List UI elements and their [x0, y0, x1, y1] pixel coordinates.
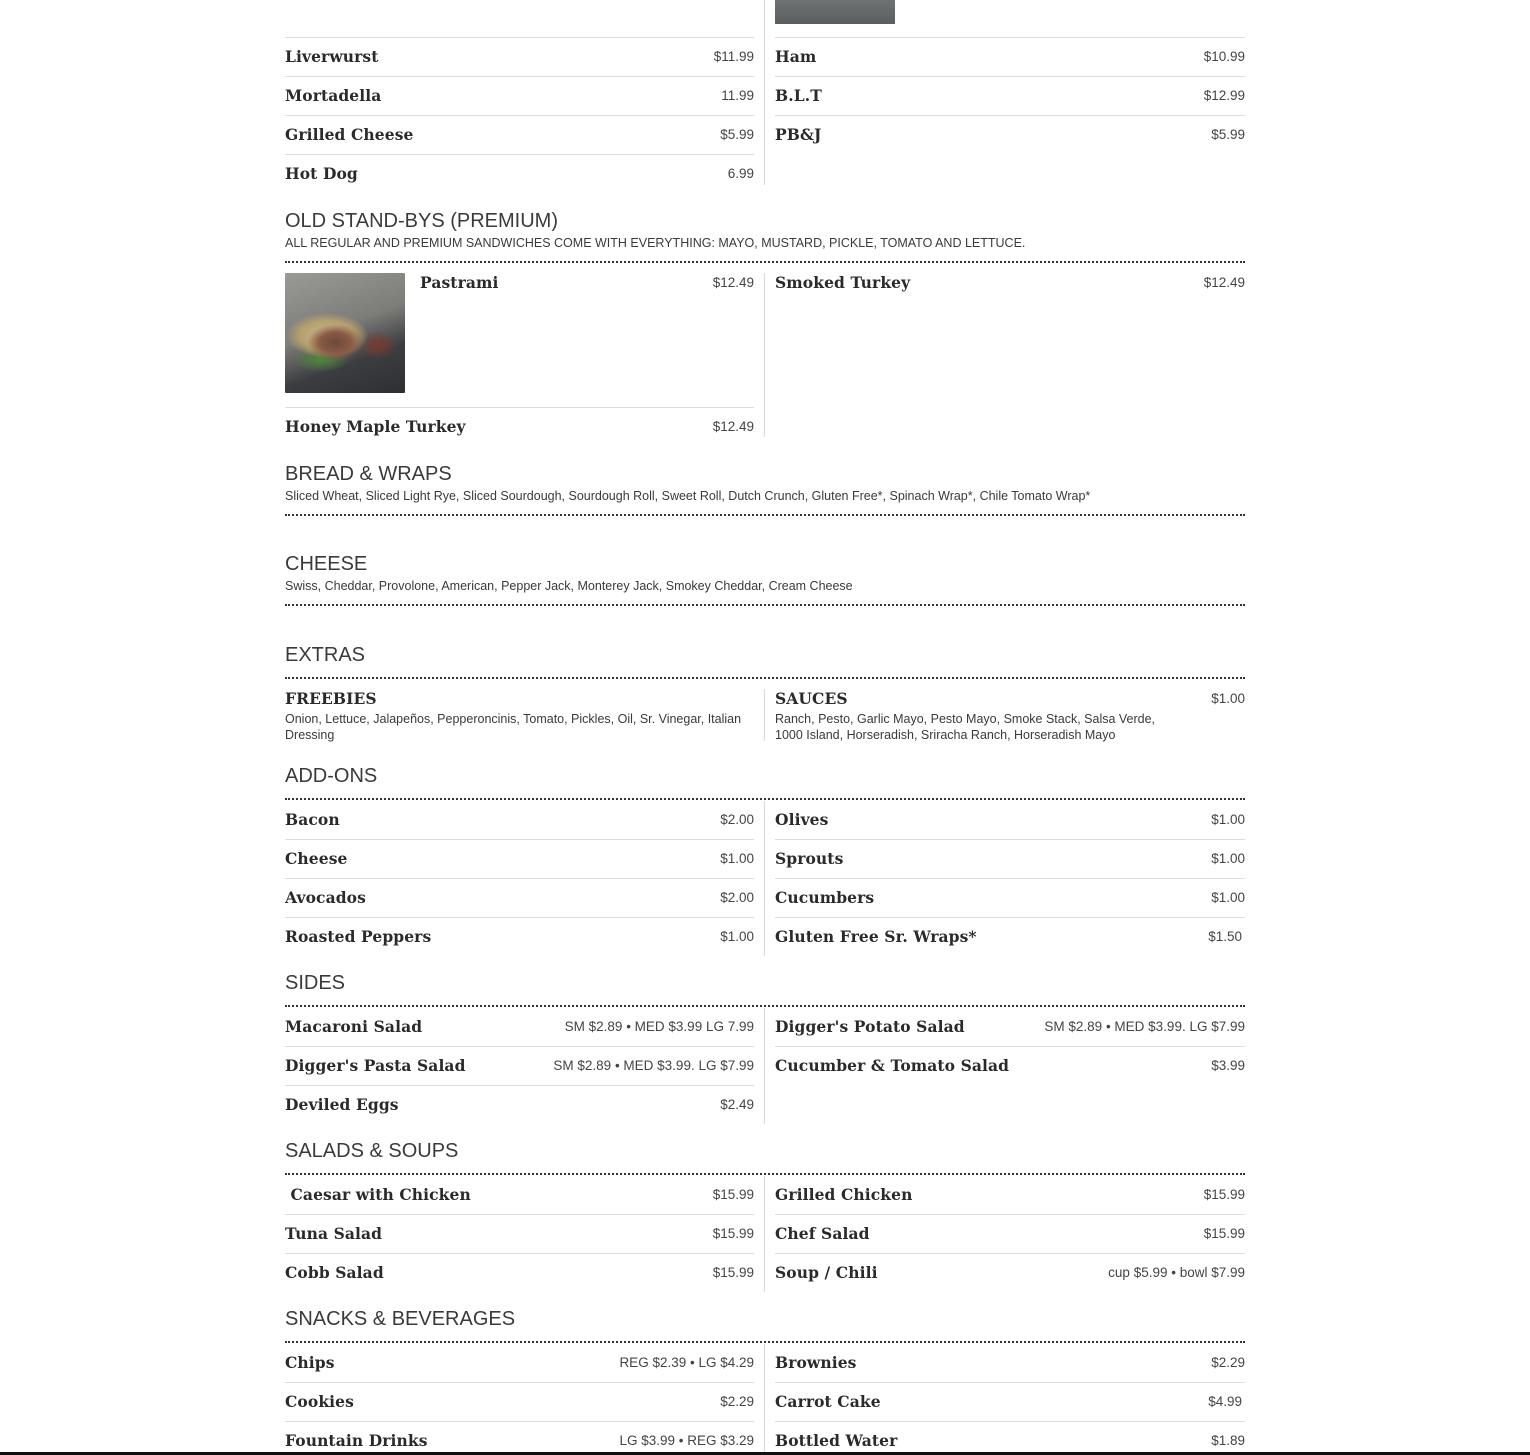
- item-name: Deviled Eggs: [285, 1095, 399, 1114]
- menu-item: [285, 408, 754, 446]
- item-name: FREEBIES: [285, 689, 377, 708]
- item-name: SAUCES: [775, 689, 848, 708]
- item-price: $15.99: [712, 1187, 754, 1202]
- item-price: $12.99: [1203, 88, 1245, 103]
- item-name: Sprouts: [775, 849, 844, 868]
- menu-item: [775, 115, 1245, 154]
- dotted-divider: [285, 514, 1245, 516]
- item-price: $2.00: [720, 890, 754, 905]
- item-price: $2.00: [720, 812, 754, 827]
- item-name: Tuna Salad: [285, 1224, 383, 1243]
- section-description: Sliced Wheat, Sliced Light Rye, Sliced Sourdough, Sourdough Roll, Sweet Roll, Dutch Crunch, Gluten Free*, Spinach Wrap*, Chile Tomato Wrap*: [285, 489, 1091, 503]
- item-name: Cucumber & Tomato Salad: [775, 1056, 1010, 1075]
- menu-item: [775, 1046, 1245, 1085]
- menu-item: [285, 1008, 754, 1046]
- section-title: CHEESE: [285, 553, 368, 575]
- addons-right-column: [765, 801, 1245, 956]
- item-price: $15.99: [1203, 1226, 1245, 1241]
- item-name: Chips: [285, 1353, 335, 1372]
- item-name: Bottled Water: [775, 1431, 898, 1450]
- item-price: $11.99: [713, 49, 754, 64]
- item-price: LG $3.99 • REG $3.29: [619, 1433, 754, 1448]
- section-title: OLD STAND-BYS (PREMIUM): [285, 210, 558, 232]
- item-price: $12.49: [1203, 275, 1245, 290]
- dotted-divider: [285, 677, 1245, 679]
- item-name: Soup / Chili: [775, 1263, 878, 1282]
- menu-item: [285, 839, 754, 878]
- item-price: $1.00: [1211, 812, 1245, 827]
- item-name: Cookies: [285, 1392, 354, 1411]
- menu-item: [285, 1085, 754, 1124]
- item-price: REG $2.39 • LG $4.29: [619, 1355, 754, 1370]
- premium-section: [285, 209, 1245, 437]
- item-name: Caesar with Chicken: [285, 1185, 471, 1204]
- menu-item: [285, 115, 754, 154]
- item-price: $1.00: [1211, 691, 1245, 706]
- item-name: Honey Maple Turkey: [285, 417, 466, 436]
- addons-section: [285, 764, 1245, 956]
- dotted-divider: [285, 1173, 1245, 1175]
- item-name: B.L.T: [775, 86, 822, 105]
- sides-left-column: [285, 1008, 765, 1124]
- item-price: 11.99: [721, 88, 754, 103]
- menu-item: [285, 1421, 754, 1455]
- item-name: Brownies: [775, 1353, 857, 1372]
- sides-right-column: [765, 1008, 1245, 1124]
- salads-left-column: [285, 1176, 765, 1292]
- pastrami-photo: [285, 273, 405, 393]
- section-title: ADD-ONS: [285, 765, 378, 787]
- menu-item: [285, 154, 754, 193]
- salads-section: [285, 1139, 1245, 1292]
- item-name: Olives: [775, 810, 829, 829]
- menu-item: [775, 917, 1245, 956]
- item-price: $5.99: [1211, 127, 1245, 142]
- item-name: Grilled Chicken: [775, 1185, 913, 1204]
- item-name: PB&J: [775, 125, 822, 144]
- item-name: Macaroni Salad: [285, 1017, 423, 1036]
- menu-item: [775, 76, 1245, 115]
- item-name: Ham: [775, 47, 817, 66]
- section-title: SNACKS & BEVERAGES: [285, 1308, 516, 1330]
- premium-left-column: [285, 273, 765, 437]
- item-name: Digger's Pasta Salad: [285, 1056, 466, 1075]
- section-title: EXTRAS: [285, 644, 366, 666]
- freebies-column: [285, 689, 765, 741]
- menu-item: [775, 1253, 1245, 1292]
- item-name: Chef Salad: [775, 1224, 870, 1243]
- item-description: Ranch, Pesto, Garlic Mayo, Pesto Mayo, Smoke Stack, Salsa Verde, 1000 Island, Horseradish, Sriracha Ranch, Horseradish Mayo: [775, 712, 1156, 742]
- snacks-left-column: [285, 1344, 765, 1455]
- menu-item: [775, 37, 1245, 76]
- menu-item: [285, 878, 754, 917]
- menu-item: [285, 1344, 754, 1382]
- snacks-section: [285, 1307, 1245, 1455]
- menu-item: [285, 37, 754, 76]
- item-name: Pastrami: [420, 273, 499, 292]
- menu-item: [285, 1253, 754, 1292]
- item-name: Mortadella: [285, 86, 382, 105]
- menu-item: [285, 1046, 754, 1085]
- section-title: SALADS & SOUPS: [285, 1140, 459, 1162]
- dotted-divider: [285, 604, 1245, 606]
- item-price: SM $2.89 • MED $3.99 LG 7.99: [564, 1019, 754, 1034]
- item-price: SM $2.89 • MED $3.99. LG $7.99: [553, 1058, 754, 1073]
- section-description: Swiss, Cheddar, Provolone, American, Pepper Jack, Monterey Jack, Smokey Cheddar, Cream Cheese: [285, 579, 853, 593]
- menu-item: [775, 878, 1245, 917]
- regular-left-column: [285, 0, 765, 185]
- cheese-section: [285, 552, 1245, 606]
- item-price: $1.00: [1211, 851, 1245, 866]
- snacks-right-column: [765, 1344, 1245, 1455]
- salads-right-column: [765, 1176, 1245, 1292]
- item-price: $2.49: [720, 1097, 754, 1112]
- item-price: $1.00: [1211, 890, 1245, 905]
- menu-item: [285, 917, 754, 956]
- item-name: Roasted Peppers: [285, 927, 432, 946]
- item-price: $12.49: [712, 275, 754, 290]
- dotted-divider: [285, 1341, 1245, 1343]
- item-name: Smoked Turkey: [775, 273, 911, 292]
- item-price: $15.99: [1203, 1187, 1245, 1202]
- item-price: $2.29: [720, 1394, 754, 1409]
- menu-item-featured: [285, 273, 754, 408]
- menu-item: [775, 1421, 1245, 1455]
- item-price: $1.00: [720, 929, 754, 944]
- item-name: Liverwurst: [285, 47, 379, 66]
- item-name: Carrot Cake: [775, 1392, 881, 1411]
- item-name: Avocados: [285, 888, 366, 907]
- menu-item: [775, 801, 1245, 839]
- extras-section: [285, 643, 1245, 743]
- regular-sandwiches-section: [285, 0, 1245, 185]
- menu-item: [775, 1008, 1245, 1046]
- menu-item: [775, 839, 1245, 878]
- section-title: SIDES: [285, 972, 346, 994]
- section-title: BREAD & WRAPS: [285, 463, 452, 485]
- dotted-divider: [285, 261, 1245, 263]
- item-price: $15.99: [712, 1265, 754, 1280]
- item-description: Onion, Lettuce, Jalapeños, Pepperoncinis, Tomato, Pickles, Oil, Sr. Vinegar, Italian Dressing: [285, 712, 742, 742]
- item-price: $1.50: [1208, 929, 1242, 944]
- item-name: Cucumbers: [775, 888, 875, 907]
- sides-section: [285, 971, 1245, 1124]
- item-name: Digger's Potato Salad: [775, 1017, 965, 1036]
- item-price: cup $5.99 • bowl $7.99: [1108, 1265, 1245, 1280]
- item-price: $1.00: [720, 851, 754, 866]
- item-price: $3.99: [1211, 1058, 1245, 1073]
- menu-item: [775, 1214, 1245, 1253]
- premium-right-column: [765, 273, 1245, 437]
- item-name: Hot Dog: [285, 164, 358, 183]
- item-price: 6.99: [727, 166, 754, 181]
- item-price: $10.99: [1203, 49, 1245, 64]
- menu-item: [285, 1214, 754, 1253]
- section-description: ALL REGULAR AND PREMIUM SANDWICHES COME WITH EVERYTHING: MAYO, MUSTARD, PICKLE, TOMATO AND LETTUCE.: [285, 236, 1026, 250]
- item-price: $12.49: [712, 419, 754, 434]
- menu-item: [775, 273, 1245, 293]
- addons-left-column: [285, 801, 765, 956]
- sandwich-photo: [775, 0, 895, 24]
- item-price: $4.99: [1208, 1394, 1242, 1409]
- item-name: Gluten Free Sr. Wraps*: [775, 927, 977, 946]
- item-name: Cheese: [285, 849, 348, 868]
- item-name: Fountain Drinks: [285, 1431, 428, 1450]
- sauces-column: [765, 689, 1245, 743]
- regular-right-column: [765, 0, 1245, 185]
- menu-item: [285, 1176, 754, 1214]
- item-price: $2.29: [1211, 1355, 1245, 1370]
- menu-item: [775, 1382, 1245, 1421]
- item-name: Cobb Salad: [285, 1263, 384, 1282]
- menu-item: [775, 1176, 1245, 1214]
- item-name: Bacon: [285, 810, 340, 829]
- item-name: Grilled Cheese: [285, 125, 414, 144]
- menu-item: [775, 1344, 1245, 1382]
- item-price: $15.99: [712, 1226, 754, 1241]
- item-price: $5.99: [720, 127, 754, 142]
- bread-section: [285, 462, 1245, 516]
- menu-item: [285, 801, 754, 839]
- dotted-divider: [285, 798, 1245, 800]
- item-price: SM $2.89 • MED $3.99. LG $7.99: [1044, 1019, 1245, 1034]
- menu-item: [285, 76, 754, 115]
- menu-item: [285, 1382, 754, 1421]
- item-price: $1.89: [1211, 1433, 1245, 1448]
- dotted-divider: [285, 1005, 1245, 1007]
